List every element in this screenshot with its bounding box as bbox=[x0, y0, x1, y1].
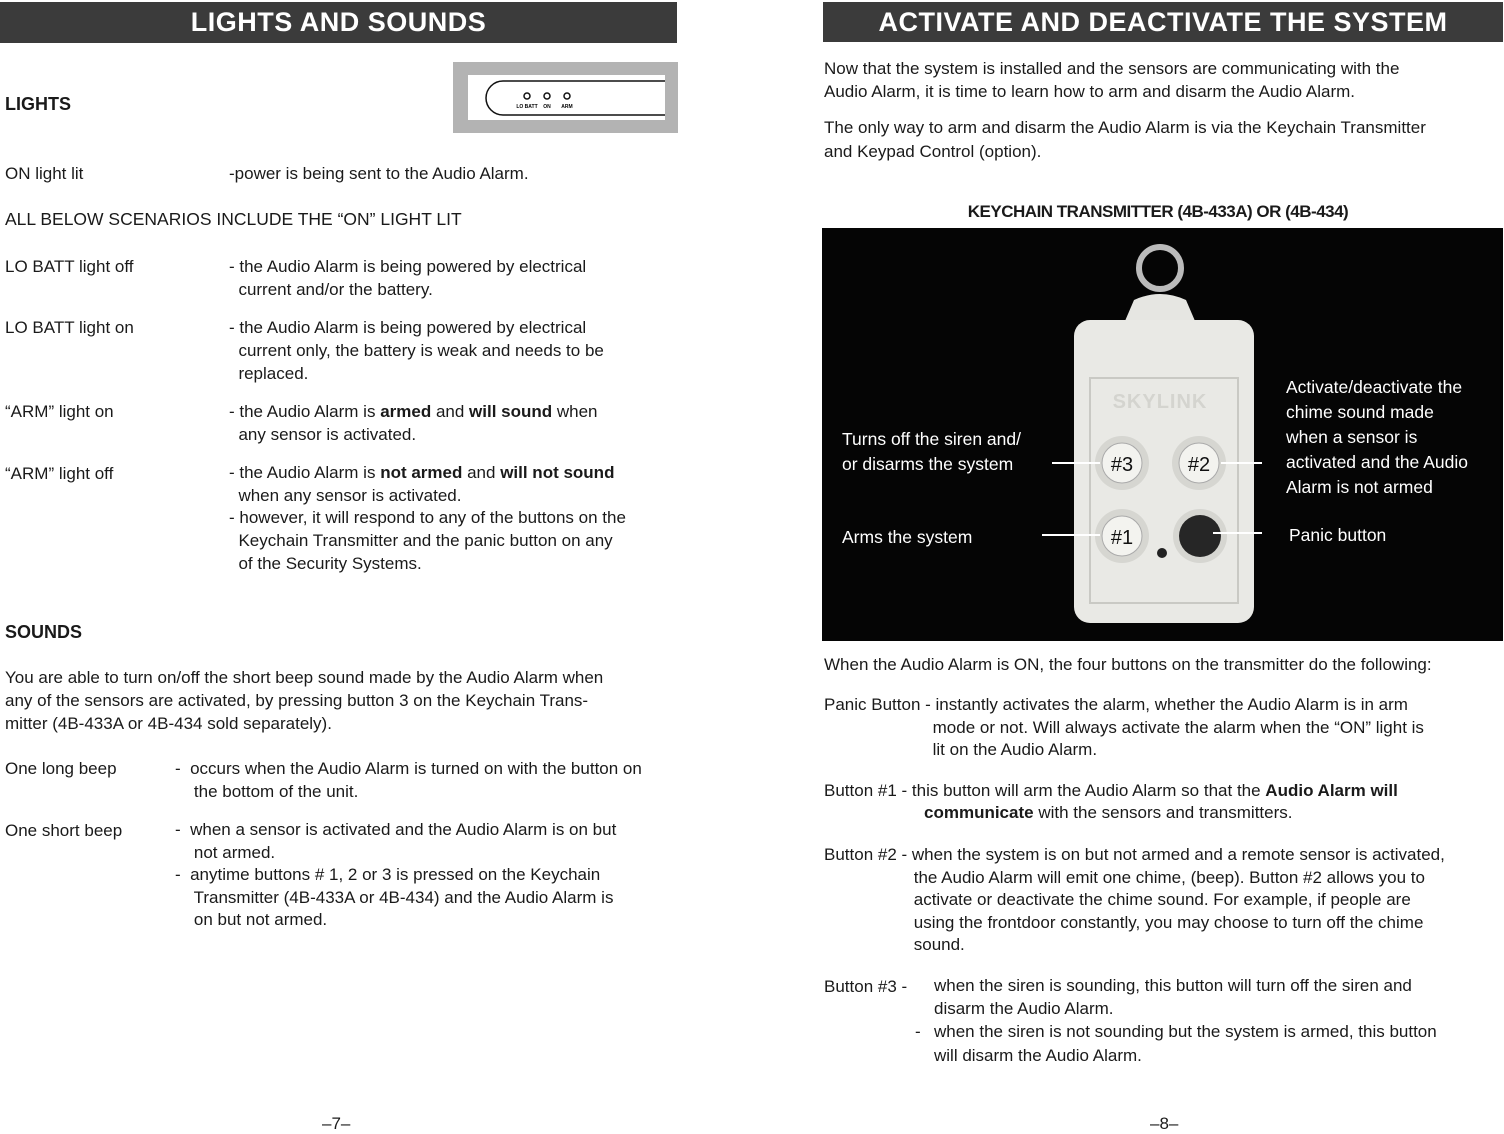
button-2-label: #2 bbox=[1187, 454, 1211, 476]
led-panel-drawing bbox=[453, 62, 678, 133]
panic-button-icon bbox=[1179, 515, 1221, 557]
intro-paragraph-1: Now that the system is installed and the sensors are communicating with the Audio Alarm, it is time to learn how to arm and disarm the Audio Alarm. bbox=[824, 59, 1400, 101]
lobatt-off-desc: - the Audio Alarm is being powered by electrical current and/or the battery. bbox=[229, 257, 587, 299]
section-header-activate: ACTIVATE AND DEACTIVATE THE SYSTEM bbox=[823, 2, 1503, 42]
brand-logo: SKYLINK bbox=[1112, 391, 1208, 413]
button-1-label: #1 bbox=[1110, 527, 1134, 549]
svg-text:LO BATT: LO BATT bbox=[516, 104, 538, 110]
figure-title: KEYCHAIN TRANSMITTER (4B-433A) OR (4B-434) bbox=[967, 202, 1349, 221]
page-number-right: –8– bbox=[1150, 1114, 1179, 1133]
lobatt-off-label: LO BATT light off bbox=[5, 257, 134, 276]
keychain-transmitter-photo bbox=[822, 228, 1503, 641]
short-beep-desc: - when a sensor is activated and the Audio Alarm is on but not armed. - anytime buttons # 1, 2 or 3 is pressed on the Keychain Transmitter (4B-433A or 4B-434) and the Audio Alarm is on but not armed. bbox=[175, 820, 617, 930]
panic-button-desc: Panic Button - instantly activates the alarm, whether the Audio Alarm is in arm mode or not. Will always activate the alarm when the “ON” light is lit on the Audio Alarm. bbox=[824, 695, 1424, 759]
button-2-desc: Button #2 - when the system is on but not armed and a remote sensor is activated, the Audio Alarm will emit one chime, (beep). Button #2 allows you to activate or deactivate the chime sound. For example, if people are using the frontdoor constantly, you may choose to turn off the chime sound. bbox=[824, 845, 1445, 955]
button-3-label: #3 bbox=[1110, 454, 1134, 476]
lobatt-on-desc: - the Audio Alarm is being powered by electrical current only, the battery is weak and needs to be replaced. bbox=[229, 318, 604, 383]
lights-heading: LIGHTS bbox=[5, 94, 71, 114]
button-3-dash: - bbox=[915, 1022, 921, 1041]
long-beep-desc: - occurs when the Audio Alarm is turned on with the button on the bottom of the unit. bbox=[175, 759, 642, 801]
key-ring-icon bbox=[1139, 247, 1181, 289]
button-3-desc-2: when the siren is not sounding but the system is armed, this button will disarm the Audio Alarm. bbox=[934, 1022, 1437, 1065]
arm-on-desc: - the Audio Alarm is armed and will sound when any sensor is activated. bbox=[229, 402, 598, 444]
short-beep-label: One short beep bbox=[5, 821, 123, 840]
svg-text:chime sound made: chime sound made bbox=[1286, 402, 1434, 422]
indicator-led-icon bbox=[1157, 548, 1167, 558]
sounds-paragraph: You are able to turn on/off the short beep sound made by the Audio Alarm when any of the sensors are activated, by pressing button 3 on the Keychain Trans- mitter (4B-433A or 4B-434 sold separately). bbox=[5, 668, 604, 733]
svg-text:when a sensor is: when a sensor is bbox=[1286, 427, 1418, 447]
page-number-left: –7– bbox=[322, 1114, 351, 1133]
arm-on-label: “ARM” light on bbox=[5, 402, 114, 421]
callout-button3-line1: Turns off the siren and/ bbox=[842, 429, 1021, 449]
long-beep-label: One long beep bbox=[5, 759, 117, 778]
scenario-note: ALL BELOW SCENARIOS INCLUDE THE “ON” LIGHT LIT bbox=[5, 209, 462, 229]
arm-off-label: “ARM” light off bbox=[5, 464, 114, 483]
button-3-label: Button #3 - bbox=[824, 977, 908, 996]
intro-paragraph-2: The only way to arm and disarm the Audio Alarm is via the Keychain Transmitter and Keypad Control (option). bbox=[824, 118, 1426, 161]
on-light-label: ON light lit bbox=[5, 164, 84, 183]
when-on-text: When the Audio Alarm is ON, the four buttons on the transmitter do the following: bbox=[824, 655, 1432, 674]
svg-text:ARM: ARM bbox=[561, 104, 573, 110]
callout-button3-line2: or disarms the system bbox=[842, 454, 1014, 474]
callout-button2-line1: Activate/deactivate the bbox=[1286, 377, 1463, 397]
on-light-desc: -power is being sent to the Audio Alarm. bbox=[229, 164, 529, 183]
button-3-desc-1: when the siren is sounding, this button will turn off the siren and disarm the Audio Alarm. bbox=[934, 976, 1412, 1018]
sounds-heading: SOUNDS bbox=[5, 622, 83, 642]
svg-text:activated and the Audio: activated and the Audio bbox=[1286, 452, 1468, 472]
svg-text:ON: ON bbox=[543, 104, 551, 110]
led-panel-illustration bbox=[453, 62, 678, 133]
arm-off-desc: - the Audio Alarm is not armed and will not sound when any sensor is activated. - however, it will respond to any of the buttons on the Keychain Transmitter and the panic button on any of the Security Systems. bbox=[229, 463, 626, 573]
svg-text:Alarm is not armed: Alarm is not armed bbox=[1286, 477, 1433, 497]
section-header-lights-sounds: LIGHTS AND SOUNDS bbox=[0, 2, 677, 43]
lobatt-on-label: LO BATT light on bbox=[5, 318, 134, 337]
callout-button1: Arms the system bbox=[842, 527, 973, 547]
callout-panic: Panic button bbox=[1289, 525, 1387, 545]
button-1-desc: Button #1 - this button will arm the Audio Alarm so that the Audio Alarm will communicate with the sensors and transmitters. bbox=[824, 781, 1398, 822]
